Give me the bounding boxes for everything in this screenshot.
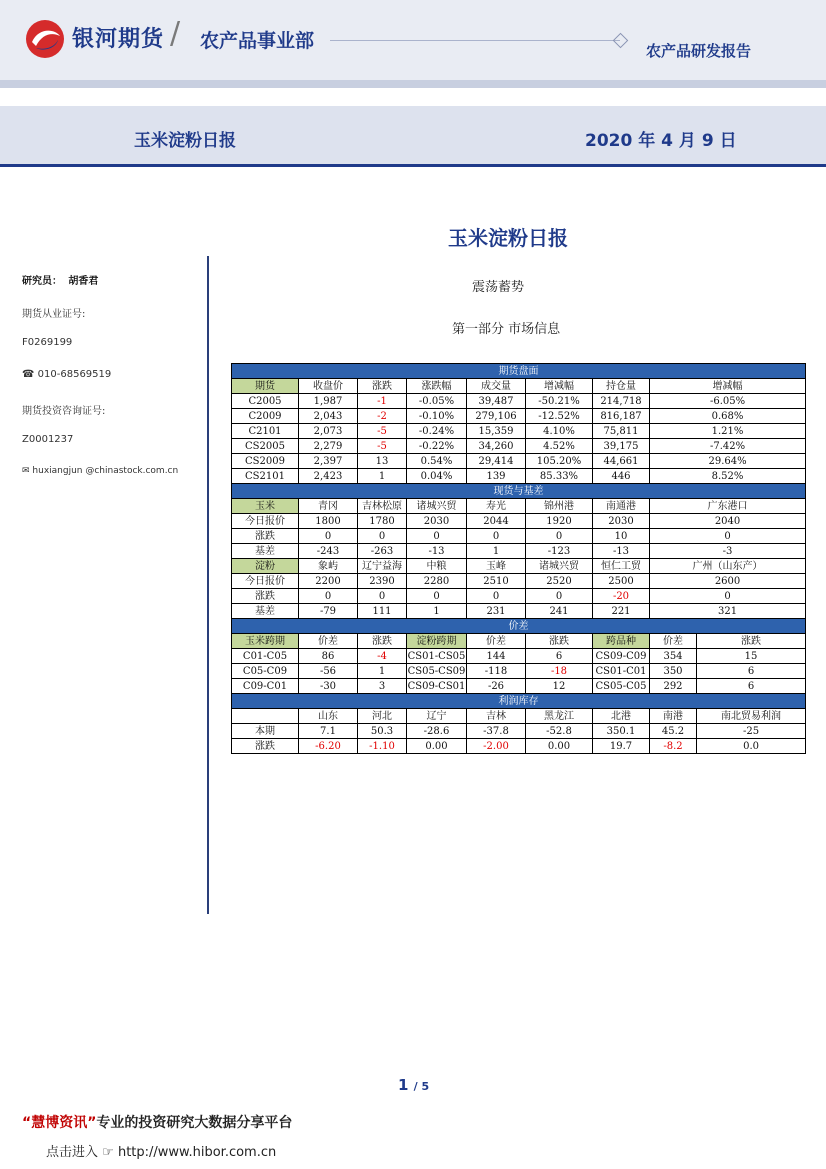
futures-row <box>232 409 806 424</box>
column-header: 吉林松原 <box>358 499 407 514</box>
table-cell: 350.1 <box>593 724 650 739</box>
section-title: 期货盘面 <box>232 364 806 379</box>
table-cell: 45.2 <box>650 724 697 739</box>
report-type: 农产品研发报告 <box>646 42 752 60</box>
table-cell: 816,187 <box>593 409 650 424</box>
futures-row <box>232 454 806 469</box>
column-header: 玉米跨期 <box>232 634 299 649</box>
table-cell: 29,414 <box>467 454 526 469</box>
table-cell: -13 <box>407 544 467 559</box>
table-cell: 214,718 <box>593 394 650 409</box>
starch-spot-row <box>232 604 806 619</box>
table-cell: 2,073 <box>299 424 358 439</box>
table-cell: 44,661 <box>593 454 650 469</box>
table-cell: 0 <box>526 529 593 544</box>
license-number: F0269199 <box>22 337 73 348</box>
table-cell: -2.00 <box>467 739 526 754</box>
table-cell: C09-C01 <box>232 679 299 694</box>
column-header: 价差 <box>299 634 358 649</box>
table-cell: 2200 <box>299 574 358 589</box>
futures-row <box>232 469 806 484</box>
consult-label: 期货投资咨询证号: <box>22 406 106 417</box>
table-cell: -50.21% <box>526 394 593 409</box>
starch-spot-row <box>232 589 806 604</box>
table-cell: -52.8 <box>526 724 593 739</box>
table-cell: 本期 <box>232 724 299 739</box>
table-cell: 29.64% <box>650 454 806 469</box>
researcher-name: 胡香君 <box>68 276 99 287</box>
table-cell: CS09-C09 <box>593 649 650 664</box>
column-header <box>232 709 299 724</box>
table-cell: 13 <box>358 454 407 469</box>
table-cell: 34,260 <box>467 439 526 454</box>
table-cell: C2009 <box>232 409 299 424</box>
department-name: 农产品事业部 <box>200 30 315 52</box>
table-cell: 1.21% <box>650 424 806 439</box>
table-cell: CS09-CS01 <box>407 680 466 692</box>
table-cell: 354 <box>650 649 697 664</box>
table-cell: 0.68% <box>650 409 806 424</box>
table-cell: 0 <box>299 529 358 544</box>
table-cell: 2030 <box>407 514 467 529</box>
table-cell: 基差 <box>232 604 299 619</box>
table-cell: -118 <box>467 664 526 679</box>
table-cell: 0 <box>299 589 358 604</box>
column-header: 诸城兴贸 <box>526 559 593 574</box>
table-cell: 15 <box>697 649 806 664</box>
corn-spot-row <box>232 544 806 559</box>
column-header: 涨跌幅 <box>407 379 467 394</box>
table-cell: 6 <box>526 649 593 664</box>
table-cell: -0.05% <box>407 394 467 409</box>
column-header: 辽宁益海 <box>358 559 407 574</box>
table-cell: CS01-C01 <box>593 664 650 679</box>
spread-row <box>232 679 806 694</box>
table-cell: -4 <box>358 649 407 664</box>
table-cell: 今日报价 <box>232 514 299 529</box>
page-current: 1 <box>398 1076 409 1094</box>
researcher-label: 研究员： <box>22 276 62 287</box>
column-header: 辽宁 <box>407 709 467 724</box>
table-cell: 1 <box>407 604 467 619</box>
table-cell: 231 <box>467 604 526 619</box>
table-cell: 2510 <box>467 574 526 589</box>
table-cell: 3 <box>358 679 407 694</box>
column-header: 诸城兴贸 <box>407 499 467 514</box>
futures-header-row <box>232 379 806 394</box>
table-cell: 75,811 <box>593 424 650 439</box>
column-header: 跨品种 <box>593 634 650 649</box>
table-cell: 241 <box>526 604 593 619</box>
column-header: 南北贸易利润 <box>697 709 806 724</box>
table-cell: -56 <box>299 664 358 679</box>
column-header: 成交量 <box>467 379 526 394</box>
brand-name: 银河期货 <box>72 27 165 52</box>
header-stripe <box>0 80 826 88</box>
table-cell: 0 <box>407 529 467 544</box>
table-cell: -3 <box>650 544 806 559</box>
mail-icon: ✉ <box>22 466 30 476</box>
table-cell: 105.20% <box>526 454 593 469</box>
researcher-line <box>22 272 98 287</box>
table-cell: 0 <box>467 529 526 544</box>
license-label: 期货从业证号: <box>22 309 86 320</box>
table-cell: 50.3 <box>358 724 407 739</box>
table-cell: -7.42% <box>650 439 806 454</box>
table-cell: -6.05% <box>650 394 806 409</box>
corn-spot-header-row <box>232 499 806 514</box>
futures-row <box>232 424 806 439</box>
table-cell: 8.52% <box>650 469 806 484</box>
table-cell: 19.7 <box>593 739 650 754</box>
page-total: / 5 <box>413 1080 430 1093</box>
table-cell: 350 <box>650 664 697 679</box>
column-header: 黑龙江 <box>526 709 593 724</box>
market-data-table <box>231 363 806 754</box>
page-subtitle: 震荡蓄势 <box>472 280 525 295</box>
table-cell: 0.0 <box>697 739 806 754</box>
header-rule <box>0 164 826 167</box>
footer-link[interactable] <box>46 1141 276 1160</box>
spread-row <box>232 664 806 679</box>
column-header: 中粮 <box>407 559 467 574</box>
sidebar-divider <box>207 256 209 914</box>
section-heading: 第一部分 市场信息 <box>452 322 561 337</box>
footer-ad <box>22 1112 292 1132</box>
profit-row <box>232 724 806 739</box>
table-cell: 2500 <box>593 574 650 589</box>
table-cell: 1 <box>358 664 407 679</box>
table-cell: 2,043 <box>299 409 358 424</box>
corn-spot-row <box>232 514 806 529</box>
section-header-row <box>232 364 806 379</box>
table-cell: CS2005 <box>232 439 299 454</box>
column-header: 象屿 <box>299 559 358 574</box>
section-header-row <box>232 484 806 499</box>
table-cell: C05-C09 <box>232 664 299 679</box>
column-header: 淀粉跨期 <box>407 634 467 649</box>
table-cell: C01-C05 <box>232 649 299 664</box>
table-cell: -0.10% <box>407 409 467 424</box>
table-cell: 涨跌 <box>232 739 299 754</box>
table-cell: 1800 <box>299 514 358 529</box>
table-cell: -0.22% <box>407 439 467 454</box>
header-date: 2020 年 4 月 9 日 <box>585 131 737 151</box>
table-cell: 4.10% <box>526 424 593 439</box>
column-header: 恒仁工贸 <box>593 559 650 574</box>
table-cell: 221 <box>593 604 650 619</box>
table-cell: 86 <box>299 649 358 664</box>
table-cell: 279,106 <box>467 409 526 424</box>
column-header: 广东港口 <box>650 499 806 514</box>
corn-spot-row <box>232 529 806 544</box>
table-cell: 2520 <box>526 574 593 589</box>
table-cell: -123 <box>526 544 593 559</box>
table-cell: -79 <box>299 604 358 619</box>
table-cell: -1 <box>358 394 407 409</box>
footer-ad-text: 专业的投资研究大数据分享平台 <box>96 1115 293 1131</box>
table-cell: -6.20 <box>299 739 358 754</box>
table-cell: 0 <box>650 529 806 544</box>
header-report-title: 玉米淀粉日报 <box>134 131 236 151</box>
column-header: 价差 <box>467 634 526 649</box>
table-cell: 6 <box>697 679 806 694</box>
table-cell: -18 <box>526 664 593 679</box>
phone-number: 010-68569519 <box>37 369 112 380</box>
table-cell: 4.52% <box>526 439 593 454</box>
table-cell: 446 <box>593 469 650 484</box>
spread-row <box>232 649 806 664</box>
column-header: 增减幅 <box>526 379 593 394</box>
footer-link-url[interactable]: http://www.hibor.com.cn <box>117 1145 277 1160</box>
phone-line <box>22 369 111 380</box>
column-header: 淀粉 <box>232 559 299 574</box>
profit-row <box>232 739 806 754</box>
table-cell: -26 <box>467 679 526 694</box>
table-cell: 15,359 <box>467 424 526 439</box>
table-cell: 7.1 <box>299 724 358 739</box>
column-header: 吉林 <box>467 709 526 724</box>
table-cell: -0.24% <box>407 424 467 439</box>
table-cell: 12 <box>526 679 593 694</box>
column-header: 南通港 <box>593 499 650 514</box>
futures-row <box>232 394 806 409</box>
table-cell: -1.10 <box>358 739 407 754</box>
profit-header-row <box>232 709 806 724</box>
column-header: 北港 <box>593 709 650 724</box>
starch-spot-header-row <box>232 559 806 574</box>
section-title: 价差 <box>232 619 806 634</box>
table-cell: 0 <box>407 589 467 604</box>
table-cell: 1 <box>467 544 526 559</box>
table-cell: -30 <box>299 679 358 694</box>
table-cell: 321 <box>650 604 806 619</box>
galaxy-logo-icon <box>24 18 66 60</box>
phone-icon: ☎ <box>22 369 35 380</box>
column-header: 河北 <box>358 709 407 724</box>
column-header: 玉峰 <box>467 559 526 574</box>
spread-header-row <box>232 634 806 649</box>
column-header: 期货 <box>232 379 299 394</box>
column-header: 山东 <box>299 709 358 724</box>
footer-ad-quote: “慧博资讯” <box>22 1115 97 1131</box>
table-cell: 2,397 <box>299 454 358 469</box>
brand-separator: / <box>170 16 181 51</box>
table-cell: CS2009 <box>232 454 299 469</box>
page-title: 玉米淀粉日报 <box>448 226 568 250</box>
table-cell: 1,987 <box>299 394 358 409</box>
table-cell: 144 <box>467 649 526 664</box>
table-cell: CS01-CS05 <box>407 650 466 662</box>
table-cell: 0 <box>467 589 526 604</box>
column-header: 价差 <box>650 634 697 649</box>
table-cell: 85.33% <box>526 469 593 484</box>
table-cell: 0 <box>650 589 806 604</box>
table-cell: 2,279 <box>299 439 358 454</box>
table-cell: -5 <box>358 424 407 439</box>
table-cell: 2600 <box>650 574 806 589</box>
column-header: 玉米 <box>232 499 299 514</box>
table-cell: 2040 <box>650 514 806 529</box>
table-cell: 111 <box>358 604 407 619</box>
table-cell: 今日报价 <box>232 574 299 589</box>
table-cell: 0.00 <box>407 739 467 754</box>
table-cell: -25 <box>697 724 806 739</box>
table-cell: 0.04% <box>407 469 467 484</box>
table-cell: 0 <box>358 529 407 544</box>
table-cell: 涨跌 <box>232 529 299 544</box>
table-cell: CS2101 <box>232 469 299 484</box>
table-cell: 2,423 <box>299 469 358 484</box>
hand-pointer-icon: ☞ <box>102 1145 114 1160</box>
decorative-line <box>330 40 620 41</box>
table-cell: -243 <box>299 544 358 559</box>
table-cell: 39,487 <box>467 394 526 409</box>
table-cell: 2044 <box>467 514 526 529</box>
table-cell: -8.2 <box>650 739 697 754</box>
table-cell: -5 <box>358 439 407 454</box>
column-header: 涨跌 <box>526 634 593 649</box>
table-cell: 2030 <box>593 514 650 529</box>
email-line <box>22 466 178 476</box>
column-header: 涨跌 <box>358 379 407 394</box>
table-cell: 292 <box>650 679 697 694</box>
column-header: 持仓量 <box>593 379 650 394</box>
table-cell: 10 <box>593 529 650 544</box>
page-number <box>398 1076 429 1094</box>
footer-link-label: 点击进入 <box>46 1145 99 1160</box>
table-cell: 2280 <box>407 574 467 589</box>
table-cell: 1920 <box>526 514 593 529</box>
table-cell: -20 <box>593 589 650 604</box>
column-header: 增减幅 <box>650 379 806 394</box>
table-cell: 0.54% <box>407 454 467 469</box>
column-header: 广州（山东产） <box>650 559 806 574</box>
table-cell: -28.6 <box>407 724 467 739</box>
table-cell: C2005 <box>232 394 299 409</box>
table-cell: 0.00 <box>526 739 593 754</box>
table-cell: CS05-CS09 <box>407 665 466 677</box>
table-cell: -37.8 <box>467 724 526 739</box>
table-cell: 2390 <box>358 574 407 589</box>
table-cell: 基差 <box>232 544 299 559</box>
starch-spot-row <box>232 574 806 589</box>
column-header: 青冈 <box>299 499 358 514</box>
table-cell: -263 <box>358 544 407 559</box>
table-cell: 139 <box>467 469 526 484</box>
section-title: 利润库存 <box>232 694 806 709</box>
column-header: 寿光 <box>467 499 526 514</box>
table-cell: -13 <box>593 544 650 559</box>
section-header-row <box>232 694 806 709</box>
table-cell: 6 <box>697 664 806 679</box>
table-cell: 0 <box>526 589 593 604</box>
table-cell: 0 <box>358 589 407 604</box>
table-cell: -2 <box>358 409 407 424</box>
column-header: 涨跌 <box>697 634 806 649</box>
table-cell: CS05-C05 <box>593 679 650 694</box>
section-title: 现货与基差 <box>232 484 806 499</box>
column-header: 涨跌 <box>358 634 407 649</box>
table-cell: -12.52% <box>526 409 593 424</box>
column-header: 收盘价 <box>299 379 358 394</box>
section-header-row <box>232 619 806 634</box>
table-cell: 39,175 <box>593 439 650 454</box>
futures-row <box>232 439 806 454</box>
table-cell: 涨跌 <box>232 589 299 604</box>
table-cell: 1780 <box>358 514 407 529</box>
table-cell: 1 <box>358 469 407 484</box>
column-header: 锦州港 <box>526 499 593 514</box>
table-cell: C2101 <box>232 424 299 439</box>
email-address[interactable]: huxiangjun @chinastock.com.cn <box>32 466 179 476</box>
consult-number: Z0001237 <box>22 434 74 445</box>
column-header: 南港 <box>650 709 697 724</box>
